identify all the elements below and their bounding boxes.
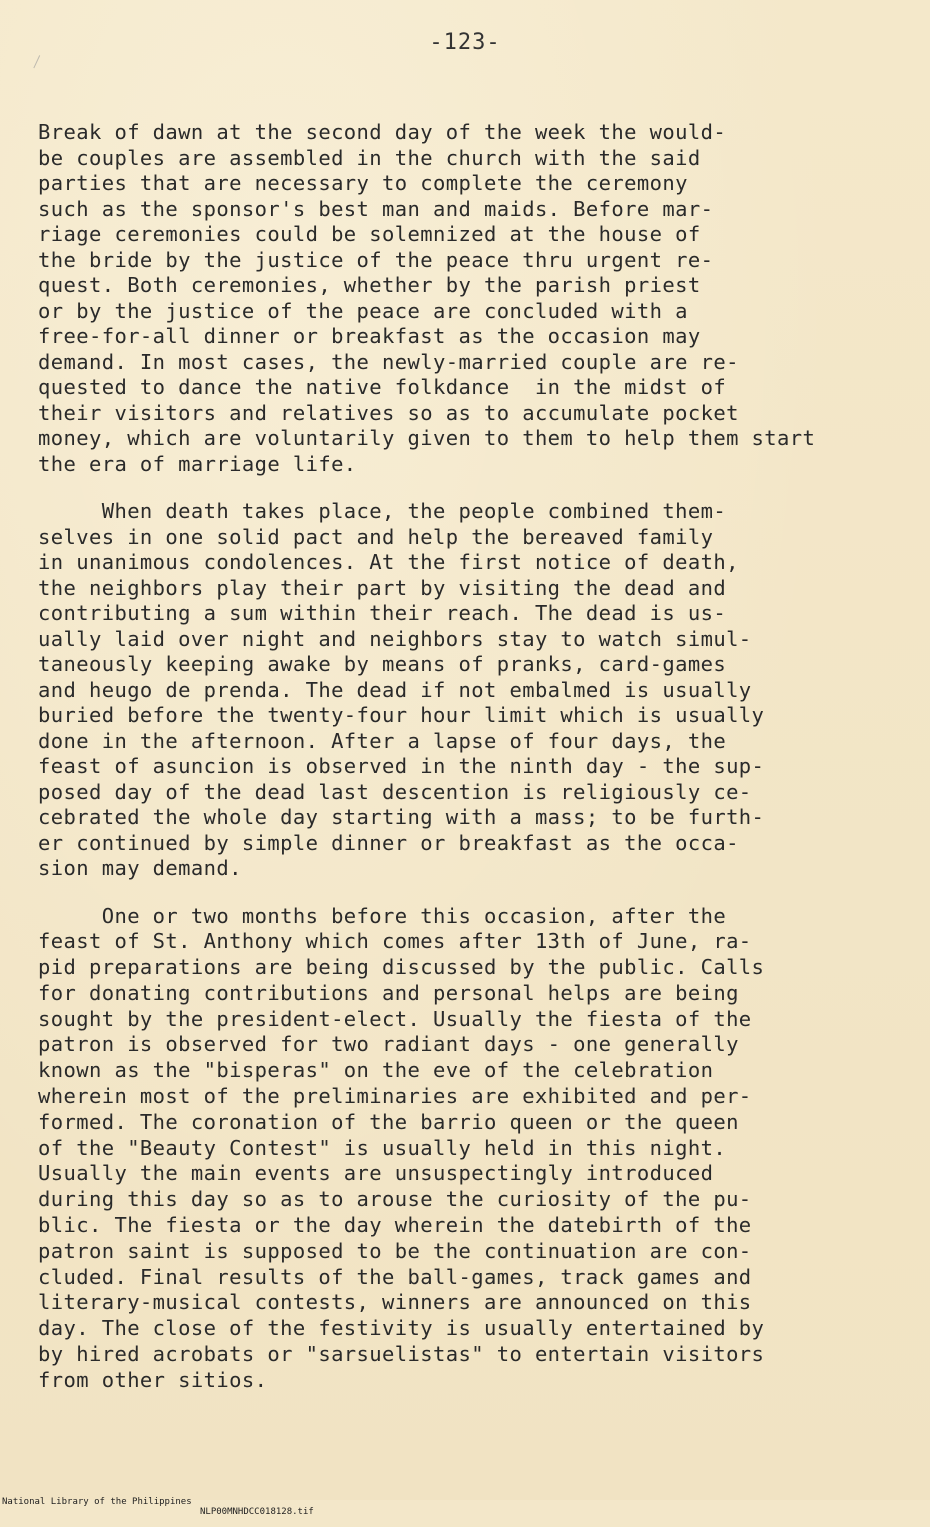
- text-line: parties that are necessary to complete the ceremony: [38, 171, 688, 195]
- scan-footer: [0, 1487, 930, 1527]
- text-line: of the "Beauty Contest" is usually held in this night.: [38, 1135, 727, 1160]
- text-line: the era of marriage life.: [38, 451, 357, 476]
- text-line: money, which are voluntarily given to them to help them start: [38, 426, 816, 450]
- text-line: When death takes place, the people combined them-: [38, 499, 727, 523]
- text-line: patron saint is supposed to be the continuation are con-: [38, 1238, 752, 1263]
- text-line: in unanimous condolences. At the first notice of death,: [38, 550, 739, 574]
- text-line: buried before the twenty-four hour limit which is usually: [38, 703, 765, 727]
- text-line: feast of St. Anthony which comes after 13th of June, ra-: [38, 929, 752, 954]
- text-line: sought by the president-elect. Usually the fiesta of the: [38, 1006, 752, 1031]
- paragraph-marriage: [38, 120, 898, 477]
- text-line: demand. In most cases, the newly-married couple are re-: [38, 349, 739, 374]
- text-line: the neighbors play their part by visiting the dead and: [38, 575, 727, 600]
- text-line: their visitors and relatives so as to accumulate pocket: [38, 400, 739, 425]
- text-line: patron is observed for two radiant days - one generally: [38, 1032, 739, 1057]
- text-line: riage ceremonies could be solemnized at the house of: [38, 222, 701, 246]
- text-line: feast of asuncion is observed in the ninth day - the sup-: [38, 754, 765, 778]
- footer-filename: NLP00MNHDCC018128.tif: [200, 1507, 314, 1517]
- text-line: contributing a sum within their reach. The dead is us-: [38, 601, 727, 625]
- paragraph-fiesta: [38, 904, 898, 1394]
- text-line: for donating contributions and personal helps are being: [38, 980, 739, 1005]
- text-line: blic. The fiesta or the day wherein the datebirth of the: [38, 1213, 752, 1238]
- text-line: cluded. Final results of the ball-games, track games and: [38, 1264, 752, 1289]
- text-line: or by the justice of the peace are concluded with a: [38, 298, 688, 323]
- margin-pencil-mark: [33, 55, 45, 71]
- text-line: er continued by simple dinner or breakfast as the occa-: [38, 830, 739, 855]
- body-text: [38, 120, 898, 1416]
- text-line: the bride by the justice of the peace thru urgent re-: [38, 247, 714, 272]
- page-number: -123-: [429, 30, 501, 55]
- text-line: such as the sponsor's best man and maids. Before mar-: [38, 196, 714, 221]
- text-line: pid preparations are being discussed by the public. Calls: [38, 955, 765, 980]
- text-line: quest. Both ceremonies, whether by the parish priest: [38, 273, 701, 297]
- text-line: known as the "bisperas" on the eve of the celebration: [38, 1058, 714, 1083]
- text-line: cebrated the whole day starting with a mass; to be furth-: [38, 805, 765, 829]
- text-line: and heugo de prenda. The dead if not embalmed is usually: [38, 677, 752, 702]
- text-line: by hired acrobats or "sarsuelistas" to entertain visitors: [38, 1342, 765, 1367]
- text-line: be couples are assembled in the church with the said: [38, 145, 701, 170]
- text-line: from other sitios.: [38, 1367, 268, 1392]
- text-line: done in the afternoon. After a lapse of four days, the: [38, 728, 727, 753]
- text-line: during this day so as to arouse the curiosity of the pu-: [38, 1187, 752, 1212]
- paragraph-death: [38, 499, 898, 882]
- text-line: Usually the main events are unsuspectingly introduced: [38, 1161, 714, 1186]
- text-line: literary-musical contests, winners are announced on this: [38, 1290, 752, 1315]
- text-line: formed. The coronation of the barrio queen or the queen: [38, 1109, 739, 1134]
- text-line: Break of dawn at the second day of the week the would-: [38, 120, 727, 144]
- text-line: taneously keeping awake by means of pranks, card-games: [38, 652, 727, 676]
- text-line: One or two months before this occasion, after the: [38, 903, 727, 928]
- text-line: wherein most of the preliminaries are exhibited and per-: [38, 1084, 752, 1109]
- text-line: posed day of the dead last descention is religiously ce-: [38, 779, 752, 804]
- footer-library: National Library of the Philippines: [2, 1497, 192, 1507]
- text-line: quested to dance the native folkdance in the midst of: [38, 375, 727, 399]
- text-line: day. The close of the festivity is usually entertained by: [38, 1316, 765, 1341]
- text-line: free-for-all dinner or breakfast as the occasion may: [38, 324, 701, 348]
- text-line: ually laid over night and neighbors stay to watch simul-: [38, 626, 752, 651]
- text-line: selves in one solid pact and help the bereaved family: [38, 524, 714, 549]
- text-line: sion may demand.: [38, 856, 242, 880]
